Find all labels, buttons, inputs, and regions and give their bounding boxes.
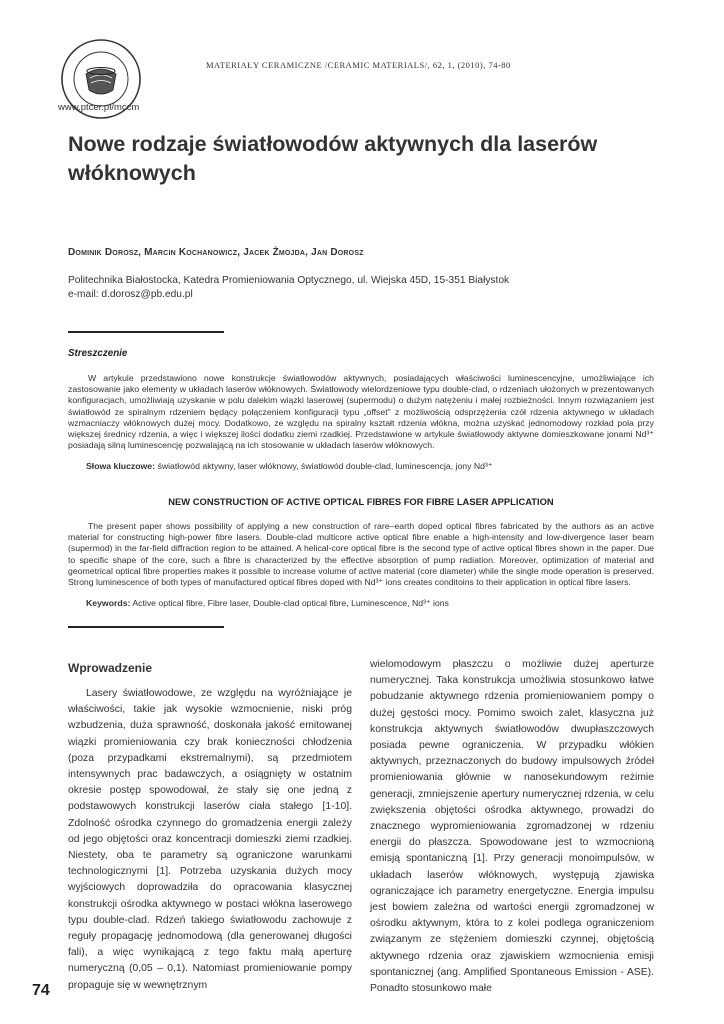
- section-divider: [68, 626, 224, 628]
- abstract-en: The present paper shows possibility of applying a new construction of rare–earth doped optical fibres fabricated by the authors as an active material for constructing high-power fibre lasers. Double-clad multicore active optical fibre enable a high-intensity and low-divergence laser beam (supermod) in the far-field diffraction region to be attained. A helical-core optical fibre is the second type of active optical fibres shown in the paper. Due to specific shape of the core, such a fibre is characterized by the effective absorption of pump radiation. Moreover, optimization of material and geometrical optical fibre properties makes it possible to increase volume of active material (core diameter) while the single mode operation is preserved. Strong luminescence of both types of manufactured optical fibres doped with Nd³⁺ ions creates conditoins to their application in optical fibre lasers.: [68, 521, 654, 588]
- article-title: Nowe rodzaje światłowodów aktywnych dla laserów włóknowych: [68, 132, 598, 185]
- journal-citation: MATERIAŁY CERAMICZNE /CERAMIC MATERIALS/, 62, 1, (2010), 74-80: [206, 60, 511, 70]
- contact-email[interactable]: e-mail: d.dorosz@pb.edu.pl: [68, 289, 193, 300]
- abstract-pl: W artykule przedstawiono nowe konstrukcje światłowodów aktywnych, posiadających właściwości luminescencyjne, umożliwiające ich zastosowanie jako elementy w układach laserów włóknowych. Światłowody wielordzeniowe typu double-clad, o rdzeniach ułożonych w prezentowanych konfiguracjach, umożliwiają uzyskanie w polu dalekim wiązki laserowej (supermodu) o dużym natężeniu i małej rozbieżności. Innym rozwiązaniem jest światłowód ze spiralnym rdzeniem będący połączeniem konfiguracji typu „offset" z możliwością odsprzężenia czół rdzenia aktywnego w układach wzmacniaczy włóknowych dużej mocy. Dodatkowo, ze względu na spiralny kształt rdzenia włókna, można uzyskać jednomodowy rozkład pola przy większej średnicy rdzenia, a więc i większej ilości dodatku ziemi rzadkiej. Przedstawione w artykule światłowody aktywne domieszkowane jonami Nd³⁺ posiadają silną luminescencję pozwalającą na ich stosowanie w układach laserów włóknowych.: [68, 373, 654, 451]
- english-title: NEW CONSTRUCTION OF ACTIVE OPTICAL FIBRES FOR FIBRE LASER APPLICATION: [168, 496, 554, 507]
- abstract-heading: Streszczenie: [68, 348, 128, 359]
- keywords-label: Słowa kluczowe:: [86, 461, 156, 471]
- keywords-pl: [68, 461, 672, 472]
- affiliation-block: [68, 274, 509, 302]
- keywords-en: [68, 598, 672, 609]
- society-url[interactable]: www.ptcer.pl/mccm: [58, 102, 140, 113]
- page-number: 74: [32, 982, 50, 999]
- body-column-left: Lasery światłowodowe, ze względu na wyróżniające je właściwości, takie jak wysokie wzmocnienie, niski próg wzbudzenia, duża sprawność, doskonała jakość emitowanej wiązki promieniowania czy brak konieczności chłodzenia (poza przypadkami ekstremalnymi), są przedmiotem intensywnych prac badawczych, a osiągnięty w ostatnim okresie postęp spowodował, że stały się one jedną z podstawowych konstrukcji laserów ciała stałego [1-10]. Zdolność ośrodka czynnego do gromadzenia energii zależy od jego objętości oraz koncentracji domieszki ziemi rzadkiej. Niestety, oba te parametry są ograniczone warunkami technologicznymi [1]. Potrzeba uzyskania dużych mocy wyjściowych doprowadziła do opracowania klasycznej konstrukcji ośrodka aktywnego w postaci włókna laserowego typu double-clad. Rdzeń takiego światłowodu zachowuje z reguły propagację jednomodową (dla generowanej długości fali), a więc wynikającą z tego faktu małą aperturę numeryczną (0,05 – 0,1). Natomiast promieniowanie pompy propaguje się w wewnętrznym: [68, 688, 352, 991]
- section-heading: Wprowadzenie: [68, 661, 153, 675]
- affiliation: Politechnika Białostocka, Katedra Promieniowania Optycznego, ul. Wiejska 45D, 15-351 Białystok: [68, 275, 510, 286]
- section-divider: [68, 331, 224, 333]
- body-column-right: wielomodowym płaszczu o możliwie dużej aperturze numerycznej. Taka konstrukcja umożliwia stosunkowo łatwe pobudzanie aktywnego rdzenia promieniowaniem pompy o dużej gęstości mocy. Pomimo swoich zalet, klasyczna już konstrukcja aktywnych światłowodów dwupłaszczowych posiada pewne ograniczenia. W przypadku włókien aktywnych, przeznaczonych do budowy impulsowych źródeł promieniowania głównie w nanosekundowym reżimie generacji, zmniejszenie apertury numerycznej rdzenia, w celu zwiększenia objętości ośrodka aktywnego, prowadzi do znacznego wypromieniowania zgromadzonej w rdzeniu energii do płaszcza. Spowodowane jest to wzmocnioną emisją spontaniczną [1]. Przy generacji monoimpulsów, w układach laserów włóknowych, występują zjawiska ograniczające ich parametry energetyczne. Energia impulsu jest bowiem zależna od wartości energii zgromadzonej w ośrodku aktywnym, która to z kolei podlega ograniczeniom związanym ze stężeniem domieszki czynnej, objętością aktywnego rdzenia oraz zjawiskiem wzmocnienia emisji spontanicznej (ang. Amplified Spontaneous Emission - ASE). Ponadto stosunkowo małe: [370, 659, 654, 995]
- author-list: Dominik Dorosz, Marcin Kochanowicz, Jacek Żmojda, Jan Dorosz: [68, 247, 364, 258]
- keywords-text: światłowód aktywny, laser włóknowy, światłowód double-clad, luminescencja, jony Nd³⁺: [157, 461, 493, 471]
- keywords-text: Active optical fibre, Fibre laser, Double-clad optical fibre, Luminescence, Nd³⁺ ions: [132, 598, 449, 608]
- keywords-label: Keywords:: [86, 598, 131, 608]
